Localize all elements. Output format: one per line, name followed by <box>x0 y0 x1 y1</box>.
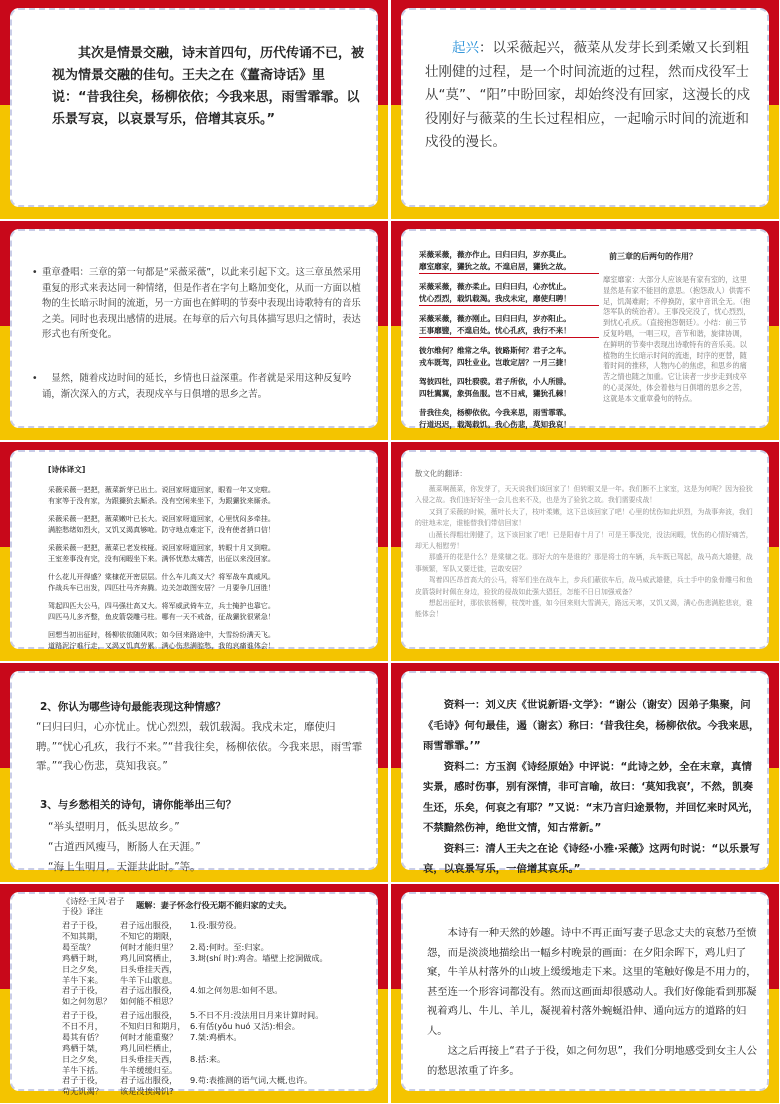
slide-2-body: ：以采薇起兴，薇菜从发芽长到柔嫩又长到粗壮刚健的过程，是一个时间流逝的过程，然而戍役军士从“莫”、“阳”中盼回家，却始终没有回家，这漫长的戍役刚好与薇菜的生长过程相应，一起喻示时间的流逝和戍役的漫长。 <box>425 40 750 150</box>
slide-3 <box>0 221 388 440</box>
slide-6 <box>391 442 779 661</box>
poem-stanza: 采薇采薇，薇亦作止。曰归曰归，岁亦莫止。 靡室靡家，玁狁之故。不遑启居，玁狁之故。 <box>419 249 599 274</box>
bullet-2 <box>32 371 364 402</box>
homesick-line: “海上生明月，天涯共此时。”等。 <box>48 861 201 873</box>
verse-stanza: 采薇采薇一把把，薇菜嫩叶已长大。说回家呀道回家，心里忧闷多牵挂。 满腔愁绪如烈火，又饥又渴真够呛。防守地点难定下，没有使者捎口信！ <box>48 514 275 534</box>
slide-2-text <box>425 37 755 155</box>
translation-col-1: 君子远出服役， 不知它的期限， 何时才能归里？ 鸡儿回窝栖止， 日头垂挂天西， 牛羊下山歇息。 君子远出服役， 如何能不相思？ <box>120 920 178 1007</box>
homesick-line: “举头望明月，低头思故乡。” <box>48 821 180 833</box>
verse-stanza: 采薇采薇一把把，薇菜新芽已出土。说回家呀道回家，眼看一年又完啦。 有家等于没有家，为跟玁狁去厮杀。没有空闲来坐下，为跟玁狁来厮杀。 <box>48 485 275 505</box>
slide-7 <box>0 663 388 882</box>
slide-card <box>10 229 378 428</box>
answer-2: “曰归曰归，心亦忧止。忧心烈烈，载饥载渴。我戍未定，靡使归聘。”“忧心孔疚，我行不来。”“昔我往矣，杨柳依依。今我来思，雨雪霏霏。”“我心伤悲，莫知我哀。” <box>36 721 363 772</box>
slide-10 <box>391 884 779 1103</box>
reference-3: 资料三：清人王夫之在论《诗经·小雅·采薇》这两句时说：“以乐景写哀，以哀景写乐，一倍增其哀乐。” <box>423 842 760 875</box>
original-col-1: 君子于役， 不知其期， 曷至哉？ 鸡栖于埘， 日之夕矣， 羊牛下来。 君子于役， 如之何勿思？ <box>62 920 112 1007</box>
answer: 靡室靡家：大部分人应该是有家有室的，这里显然是有家不能回的意思。（抱怨敌人）供需不足，饥渴难耐；不停换防，家中音讯全无。（抱怨军队的统治者）。王事没完没了，忧心烈烈，到忧心孔疚。（直接抱怨朝廷）。小结：前三节反复吟唱，一唱三叹，音节和谐，旋律协调，在鲜明的节奏中表现出诗歌特有的音乐美。以植物的生长暗示时间的流逝，时序的更替，随着时间的推移，人物内心的焦虑，和思乡的痛苦之情也随之加重。它让读者一步步走到戍卒的心灵深处，体会着他与日俱增的思乡之苦，这就是本文重章叠句的特点。 <box>603 275 751 403</box>
slide-card <box>10 450 378 649</box>
translation-col-2: 君子远出服役， 不知归日和期月， 何时才能重聚？ 鸡儿回栏栖止， 日头垂挂天西， 牛羊缓缓归至。 君子远出服役， 该是没挨渴饥? <box>120 1010 186 1097</box>
verse-stanza: 采薇采薇一把把，薇菜已老发枝桠。说回家呀道回家，转眼十月又到啦。 王室差事没有完，没有闲暇坐下来。满怀忧愁太痛苦，出征以来没回家。 <box>48 543 275 563</box>
translation-heading: [诗体译文] <box>48 465 86 474</box>
poem-stanza: 采薇采薇，薇亦刚止。曰归曰归，岁亦阳止。 王事靡盬，不遑启处。忧心孔疚，我行不来！ <box>419 313 599 338</box>
notes-col-1: 1.役:服劳役。 2.曷:何时。至:归家。 3.埘(shí 时):鸡舍。墙壁上挖洞做成。 4.如之何勿思:如何不思。 <box>190 920 328 996</box>
analysis-paragraph-2: 这之后再接上“君子于役，如之何勿思”，我们分明地感受到女主人公的愁思浓重了许多。 <box>427 1045 757 1077</box>
bullet-2-text: 显然，随着戍边时间的延长，乡情也日益深重。作者就是采用这种反复吟诵，渐次深入的方式，表现戍卒与日俱增的思乡之苦。 <box>42 373 352 400</box>
slide-8 <box>391 663 779 882</box>
slide-card <box>10 671 378 873</box>
slide-card <box>401 671 769 875</box>
slide-1 <box>0 0 388 219</box>
question: 前三章的后两句的作用？ <box>609 252 697 261</box>
slide-card <box>10 892 378 1097</box>
verse-stanza: 回想当初出征时，杨柳依依随风吹；如今回来路途中，大雪纷纷满天飞。 道路泥泞难行走，又渴又饥真劳累。满心伤悲满腔愁，我的哀痛谁体会！ <box>48 630 275 650</box>
slide-2 <box>391 0 779 219</box>
slide-card <box>401 229 769 428</box>
slide-1-text: 其次是情景交融，诗末首四句，历代传诵不已，被视为情景交融的佳句。王夫之在《薑斋诗话》里说：“昔我往矣，杨柳依依；今我来思，雨雪霏霏。以乐景写哀，以哀景写乐，倍增其哀乐。” <box>52 46 365 127</box>
question-2: 2、你认为哪些诗句最能表现这种情感？ <box>40 701 226 713</box>
slide-card <box>10 8 378 207</box>
analysis-paragraph-1: 本诗有一种天然的妙趣。诗中不再正面写妻子思念丈夫的哀愁乃至愤怨，而是淡淡地描绘出一幅乡村晚景的画面：在夕阳余晖下，鸡儿归了窠，牛羊从村落外的山坡上缓缓地走下来。这里的笔触好像是不用力的，甚至连一个形容词都没有。然而这画面却很感动人。我们好像能看到那凝视着鸡儿、牛儿、羊儿，凝视着村落外蜿蜒沿伸、通向远方的道路的妇人。 <box>427 927 757 1037</box>
poem-stanza: 驾彼四牡，四牡骙骙。君子所依，小人所腓。 四牡翼翼，象弭鱼服。岂不日戒，玁狁孔棘！ <box>419 377 571 398</box>
slide-card <box>401 8 769 207</box>
original-col-2: 君子于役， 不日不月， 曷其有佸？ 鸡栖于桀， 日之夕矣， 羊牛下括。 君子于役， 苟无饥渴？ <box>62 1010 103 1097</box>
bullet-dot-icon: • <box>32 267 38 278</box>
slide-4 <box>391 221 779 440</box>
poem-title: 《诗经·王风·君子于役》译注 <box>62 896 125 916</box>
slide-card <box>401 450 769 649</box>
reference-1: 资料一：刘义庆《世说新语·文学》：“谢公（谢安）因弟子集聚，问《毛诗》何句最佳，遏（谢玄）称曰：‘昔我往矣，杨柳依依。今我来思，雨雪霏霏。’” <box>423 699 760 752</box>
slide-5 <box>0 442 388 661</box>
poem-theme: 题解：妻子怀念行役无期不能归家的丈夫。 <box>136 900 292 910</box>
verse-stanza: 驾起四匹大公马，四马强壮高又大。将军威武倚车立，兵士掩护也靠它。 四匹马儿多齐整，鱼皮箭袋雕弓柱。哪有一天不戒备，征战玁狁很紧急！ <box>48 601 275 621</box>
verse-stanza: 什么花儿开得盛？棠棣花开密层层。什么车儿高又大？将军战车真威风。 作战兵车已出发，四匹壮马齐奔腾。边关怎敢图安居？一月要争几回胜！ <box>48 572 275 592</box>
poem-stanza: 昔我往矣，杨柳依依。今我来思，雨雪霏霏。 行道迟迟，载渴载饥。我心伤悲，莫知我哀！ <box>419 408 571 429</box>
references <box>423 695 761 880</box>
prose-translation: 薇菜啊薇菜，你发芽了，天天说我们该回家了！但转眼又是一年。我们断不上家室，这是为何呢？因为猃狁入侵之故。我们连好好坐一会儿也来不及，也是为了猃狁之故。我们需要戍战！ 又到了采薇的时候，薇叶长大了，枝叶柔嫩，这下总该回家了吧！心里的忧伤如此炽烈，为战事奔波，我们的驻地未定，谁能替我们带信回家！ 山薇长得粗壮刚健了，这下该回家了吧！已是阳春十月了！可是王事没完，没法闲暇，忧伤的心情好痛苦，却无人相慰劳！ 那盛开的花是什么？是棠棣之花。那好大的车是谁的？那是将士的车辆，兵车既已驾起，战马高大雄健，战事频繁，军队又要迁徙，岂敢安居？ 驾着四匹昂首高大的公马，将军们坐在战车上，步兵们蔽依车后，战马威武雄健，兵士手中的象骨雕弓和鱼皮箭袋时时佩在身边，猃狁的侵战如此强大猖狂，怎能不日日加强戒备？ 想起出征时，那依依杨柳，枝茂叶盛，如今回来则大雪满天，路远天寒，又饥又渴，满心伤悲满腔悲哀，谁能体会！ <box>415 485 753 619</box>
notes-col-2: 5.不日不月:没法用日月来计算时间。 6.有佸(yǒu huó 又活):相会。 7.桀:鸡栖木。 8.括:来。 9.苟:表推测的语气词,大概,也许。 <box>190 1010 324 1086</box>
qixing-label: 起兴 <box>452 40 479 56</box>
bullet-dot-icon: • <box>32 373 38 384</box>
verse-translation <box>48 484 368 658</box>
poem-caiwei <box>419 249 599 438</box>
poem-stanza: 彼尔维何？维常之华。彼路斯何？君子之车。 戎车既驾，四牡业业。岂敢定居？一月三捷！ <box>419 346 571 367</box>
bullet-1 <box>32 265 364 343</box>
question-3: 3、与乡愁相关的诗句，请你能举出三句？ <box>40 799 237 811</box>
reference-2: 资料二：方玉润《诗经原始》中评说：“此诗之妙，全在末章，真情实景，感时伤事，别有深情，非可言喻，故曰：‘莫知我哀’，不然，凯奏生还，乐矣，何哀之有耶？”又说：“末乃言归途景物，并回忆来时风光，不禁黯然伤神，绝世文情，知古常新。” <box>423 760 759 834</box>
prose-heading: 散文化的翻译： <box>415 469 467 478</box>
slide-9 <box>0 884 388 1103</box>
homesick-line: “古道西风瘦马，断肠人在天涯。” <box>48 841 201 853</box>
bullet-1-text: 重章叠唱：三章的第一句都是“采薇采薇”，以此来引起下文。这三章虽然采用重复的形式来表达同一种情绪，但是作者在字句上略加变化，从而一方面以植物的生长暗示时间的流逝，另一方面也在鲜明的节奏中表现出诗歌特有的音乐之美。同时也表现出感情的进展。在每章的后六句具体描写思归之情时，表达形式也有所变化。 <box>42 267 362 340</box>
slide-card <box>401 892 769 1091</box>
poem-stanza: 采薇采薇，薇亦柔止。曰归曰归，心亦忧止。 忧心烈烈，载饥载渴。我戍未定，靡使归聘！ <box>419 281 599 306</box>
